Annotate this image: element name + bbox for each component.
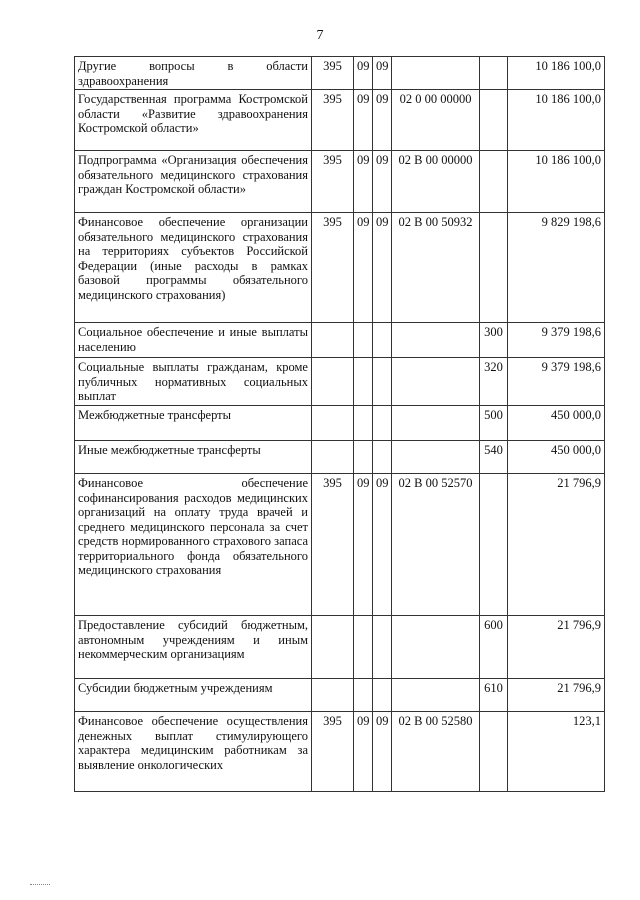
cell-subsection: 09: [373, 712, 392, 792]
cell-expense-type: 300: [480, 323, 508, 358]
cell-subsection: 09: [373, 90, 392, 151]
cell-target-article: [392, 57, 480, 90]
cell-name: Государственная программа Костромской области «Развитие здравоохранения Костромской области»: [75, 90, 312, 151]
cell-section: [354, 616, 373, 679]
footer-mark: [30, 884, 50, 885]
cell-target-article: [392, 616, 480, 679]
cell-subsection: [373, 441, 392, 474]
cell-target-article: 02 В 00 00000: [392, 151, 480, 213]
table-row: [75, 90, 605, 151]
cell-target-article: [392, 679, 480, 712]
cell-expense-type: 540: [480, 441, 508, 474]
cell-amount: 21 796,9: [508, 474, 605, 616]
cell-ved: [312, 441, 354, 474]
cell-section: 09: [354, 213, 373, 323]
cell-ved: [312, 323, 354, 358]
cell-section: 09: [354, 712, 373, 792]
cell-target-article: 02 В 00 50932: [392, 213, 480, 323]
cell-name: Другие вопросы в области здравоохранения: [75, 57, 312, 90]
cell-ved: 395: [312, 474, 354, 616]
table-row: [75, 151, 605, 213]
cell-amount: 450 000,0: [508, 406, 605, 441]
table-row: [75, 406, 605, 441]
cell-target-article: 02 В 00 52570: [392, 474, 480, 616]
cell-section: 09: [354, 57, 373, 90]
table-row: [75, 441, 605, 474]
cell-subsection: 09: [373, 474, 392, 616]
table-row: [75, 712, 605, 792]
cell-subsection: [373, 358, 392, 406]
cell-name: Финансовое обеспечение софинансирования расходов медицинских организаций на оплату труда врачей и среднего медицинского персонала за счет средств нормированного страхового запаса территориального фонда обязательного медицинского страхования: [75, 474, 312, 616]
cell-ved: 395: [312, 57, 354, 90]
cell-name: Подпрограмма «Организация обеспечения обязательного медицинского страхования граждан Костромской области»: [75, 151, 312, 213]
cell-amount: 123,1: [508, 712, 605, 792]
cell-expense-type: [480, 151, 508, 213]
budget-table: [74, 56, 605, 792]
cell-section: [354, 406, 373, 441]
cell-target-article: [392, 441, 480, 474]
cell-name: Финансовое обеспечение осуществления денежных выплат стимулирующего характера медицинским работникам за выявление онкологических: [75, 712, 312, 792]
cell-amount: 9 379 198,6: [508, 358, 605, 406]
cell-expense-type: 610: [480, 679, 508, 712]
cell-ved: [312, 679, 354, 712]
cell-expense-type: 500: [480, 406, 508, 441]
cell-section: [354, 679, 373, 712]
cell-target-article: [392, 358, 480, 406]
table-row: [75, 358, 605, 406]
cell-amount: 450 000,0: [508, 441, 605, 474]
cell-name: Предоставление субсидий бюджетным, автономным учреждениям и иным некоммерческим организациям: [75, 616, 312, 679]
cell-expense-type: [480, 57, 508, 90]
cell-section: [354, 358, 373, 406]
cell-section: 09: [354, 90, 373, 151]
cell-name: Субсидии бюджетным учреждениям: [75, 679, 312, 712]
cell-amount: 9 379 198,6: [508, 323, 605, 358]
cell-name: Иные межбюджетные трансферты: [75, 441, 312, 474]
cell-subsection: [373, 679, 392, 712]
cell-ved: [312, 358, 354, 406]
cell-ved: [312, 616, 354, 679]
page-number: 7: [316, 28, 324, 43]
cell-target-article: [392, 323, 480, 358]
cell-amount: 9 829 198,6: [508, 213, 605, 323]
cell-name: Финансовое обеспечение организации обязательного медицинского страхования на территориях субъектов Российской Федерации (иные расходы в рамках базовой программы обязательного медицинского страхования): [75, 213, 312, 323]
table-row: [75, 616, 605, 679]
cell-expense-type: [480, 213, 508, 323]
table-row: [75, 323, 605, 358]
cell-name: Социальные выплаты гражданам, кроме публичных нормативных социальных выплат: [75, 358, 312, 406]
cell-target-article: 02 В 00 52580: [392, 712, 480, 792]
cell-subsection: [373, 406, 392, 441]
cell-amount: 21 796,9: [508, 679, 605, 712]
cell-expense-type: 320: [480, 358, 508, 406]
cell-amount: 10 186 100,0: [508, 90, 605, 151]
cell-expense-type: [480, 474, 508, 616]
table-row: [75, 679, 605, 712]
cell-target-article: [392, 406, 480, 441]
cell-expense-type: [480, 712, 508, 792]
cell-subsection: 09: [373, 151, 392, 213]
cell-subsection: [373, 323, 392, 358]
table-row: [75, 213, 605, 323]
cell-target-article: 02 0 00 00000: [392, 90, 480, 151]
cell-subsection: 09: [373, 57, 392, 90]
cell-ved: 395: [312, 712, 354, 792]
cell-name: Социальное обеспечение и иные выплаты населению: [75, 323, 312, 358]
cell-ved: 395: [312, 90, 354, 151]
table-row: [75, 57, 605, 90]
cell-section: 09: [354, 474, 373, 616]
table-body: [75, 57, 605, 792]
cell-subsection: [373, 616, 392, 679]
cell-section: 09: [354, 151, 373, 213]
cell-ved: 395: [312, 151, 354, 213]
cell-section: [354, 441, 373, 474]
cell-expense-type: 600: [480, 616, 508, 679]
cell-name: Межбюджетные трансферты: [75, 406, 312, 441]
cell-expense-type: [480, 90, 508, 151]
cell-amount: 10 186 100,0: [508, 57, 605, 90]
cell-ved: [312, 406, 354, 441]
cell-ved: 395: [312, 213, 354, 323]
cell-amount: 10 186 100,0: [508, 151, 605, 213]
table-row: [75, 474, 605, 616]
cell-amount: 21 796,9: [508, 616, 605, 679]
cell-section: [354, 323, 373, 358]
cell-subsection: 09: [373, 213, 392, 323]
